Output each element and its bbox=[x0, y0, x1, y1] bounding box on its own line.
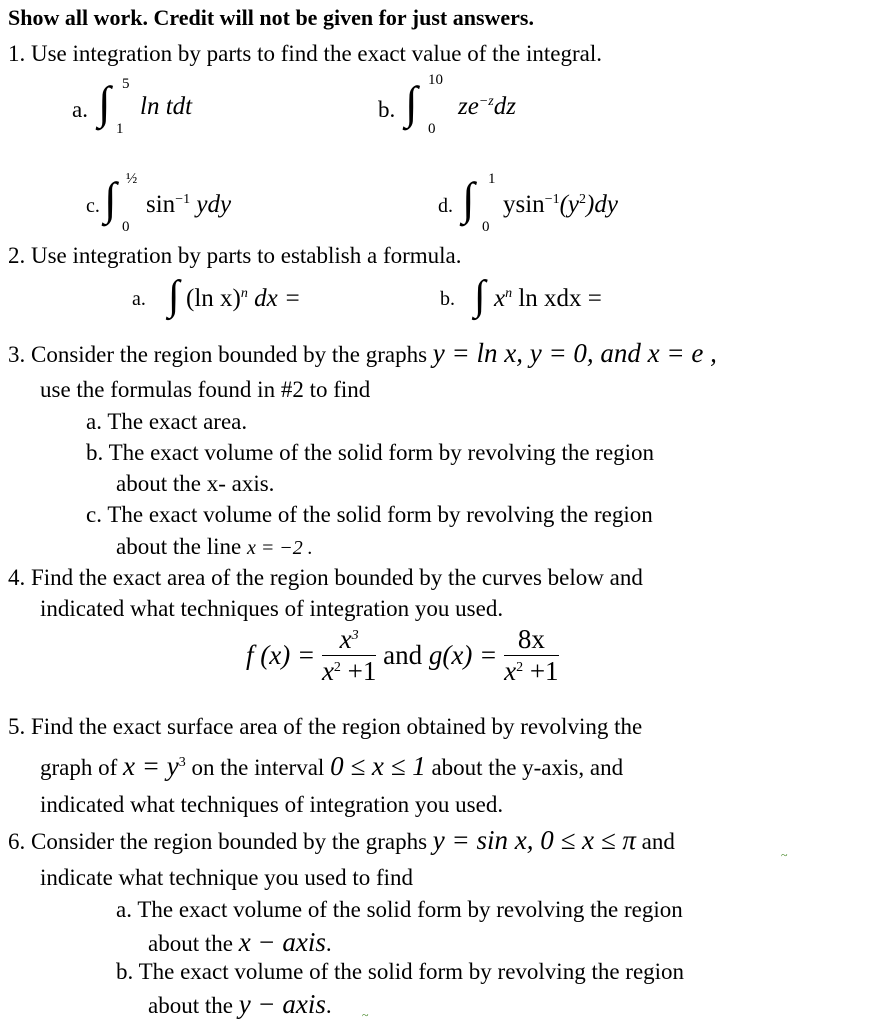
integral-sign-icon: ∫ bbox=[474, 273, 486, 319]
q1a-lower-limit: 1 bbox=[116, 121, 124, 137]
q1b-lower-limit: 0 bbox=[428, 121, 436, 137]
q1a-label: a. bbox=[72, 97, 88, 122]
q2a-expression: (ln x)$^n$ dx = bbox=[186, 285, 301, 312]
q1c-lower-limit: 0 bbox=[122, 219, 130, 235]
question-3-math: y = ln x, y = 0, and x = e , bbox=[432, 338, 717, 368]
spellcheck-squiggle-icon: ~ bbox=[781, 848, 788, 862]
question-4-text: Find the exact area of the region bounded by the curves below and bbox=[31, 565, 643, 590]
integral-sign-icon: ∫ bbox=[405, 77, 418, 128]
question-5-text3: indicated what techniques of integration you used. bbox=[40, 792, 504, 817]
q3c-line1: c. The exact volume of the solid form by revolving the region bbox=[86, 502, 653, 527]
question-6-and: and bbox=[641, 829, 675, 854]
q1c-integrand: $\sin^{-1}$ ydy bbox=[146, 191, 232, 218]
q2a-label: a. bbox=[132, 288, 146, 310]
question-5 bbox=[8, 715, 642, 738]
q1b-label: b. bbox=[378, 97, 396, 122]
q4-formula: f (x) = $\frac{x^3}{x^2 +1}$ and g(x) = $\frac{8x}{x^2 +1}$ bbox=[246, 624, 559, 686]
question-6-text2: indicate what technique you used to find bbox=[40, 865, 414, 890]
question-5-line2: graph of $x = y^3$ on the interval 0 ≤ x ≤ 1 about the y-axis, and bbox=[40, 751, 624, 781]
question-4-text2: indicated what techniques of integration you used. bbox=[40, 596, 504, 621]
question-5-number: 5. bbox=[8, 714, 26, 739]
integral-sign-icon: ∫ bbox=[168, 273, 180, 319]
question-6-number: 6. bbox=[8, 829, 26, 854]
question-3-number: 3. bbox=[8, 342, 26, 367]
spellcheck-squiggle-icon: ~ bbox=[362, 1008, 369, 1022]
question-1-number: 1. bbox=[8, 41, 26, 66]
question-6-text: Consider the region bounded by the graphs bbox=[31, 829, 428, 854]
q6b-line2: about the y − axis. bbox=[148, 989, 332, 1019]
integral-sign-icon: ∫ bbox=[104, 173, 117, 224]
question-2 bbox=[8, 244, 462, 267]
q3c-line2: about the line x = −2 . bbox=[116, 534, 313, 559]
q1d-upper-limit: 1 bbox=[488, 171, 496, 187]
question-1-text: Use integration by parts to find the exact value of the integral. bbox=[31, 41, 602, 66]
q3b-line2: about the x- axis. bbox=[116, 471, 275, 496]
question-2-text: Use integration by parts to establish a formula. bbox=[31, 243, 462, 268]
question-5-text: Find the exact surface area of the region obtained by revolving the bbox=[31, 714, 643, 739]
question-6-math: y = sin x, 0 ≤ x ≤ π bbox=[432, 825, 636, 855]
question-3-text2: use the formulas found in #2 to find bbox=[40, 377, 371, 402]
g-fraction: $\frac{8x}{x^2 +1}$ bbox=[504, 624, 559, 686]
q3a: a. The exact area. bbox=[86, 409, 248, 434]
question-6 bbox=[8, 827, 675, 854]
q6b-line1: b. The exact volume of the solid form by revolving the region bbox=[116, 959, 685, 984]
q1a-integrand: ln tdt bbox=[140, 93, 193, 120]
q1d-lower-limit: 0 bbox=[482, 219, 490, 235]
q3b-line1: b. The exact volume of the solid form by revolving the region bbox=[86, 440, 655, 465]
q1a-upper-limit: 5 bbox=[122, 76, 130, 92]
f-fraction: $\frac{x^3}{x^2 +1}$ bbox=[321, 624, 377, 686]
q2b-expression: $x^n$ ln xdx = bbox=[494, 285, 602, 312]
q1c-upper-limit: ½ bbox=[126, 171, 138, 187]
q1b-integrand: $ze^{-z}dz$ bbox=[458, 93, 516, 120]
question-1 bbox=[8, 42, 602, 65]
integral-sign-icon: ∫ bbox=[98, 77, 111, 128]
question-4 bbox=[8, 566, 643, 589]
question-3 bbox=[8, 340, 717, 367]
q1c-label: c. bbox=[86, 195, 100, 217]
q6a-line2: about the x − axis. bbox=[148, 927, 332, 957]
question-4-number: 4. bbox=[8, 565, 26, 590]
question-3-text: Consider the region bounded by the graphs bbox=[31, 342, 428, 367]
page-header: Show all work. Credit will not be given for just answers. bbox=[8, 5, 534, 30]
integral-sign-icon: ∫ bbox=[462, 173, 475, 224]
question-2-number: 2. bbox=[8, 243, 26, 268]
q1d-label: d. bbox=[438, 195, 453, 217]
q6a-line1: a. The exact volume of the solid form by revolving the region bbox=[116, 897, 683, 922]
q1b-upper-limit: 10 bbox=[428, 72, 443, 88]
q1d-integrand: $ysin^{-1}(y^2)dy$ bbox=[503, 191, 618, 218]
q2b-label: b. bbox=[440, 288, 455, 310]
